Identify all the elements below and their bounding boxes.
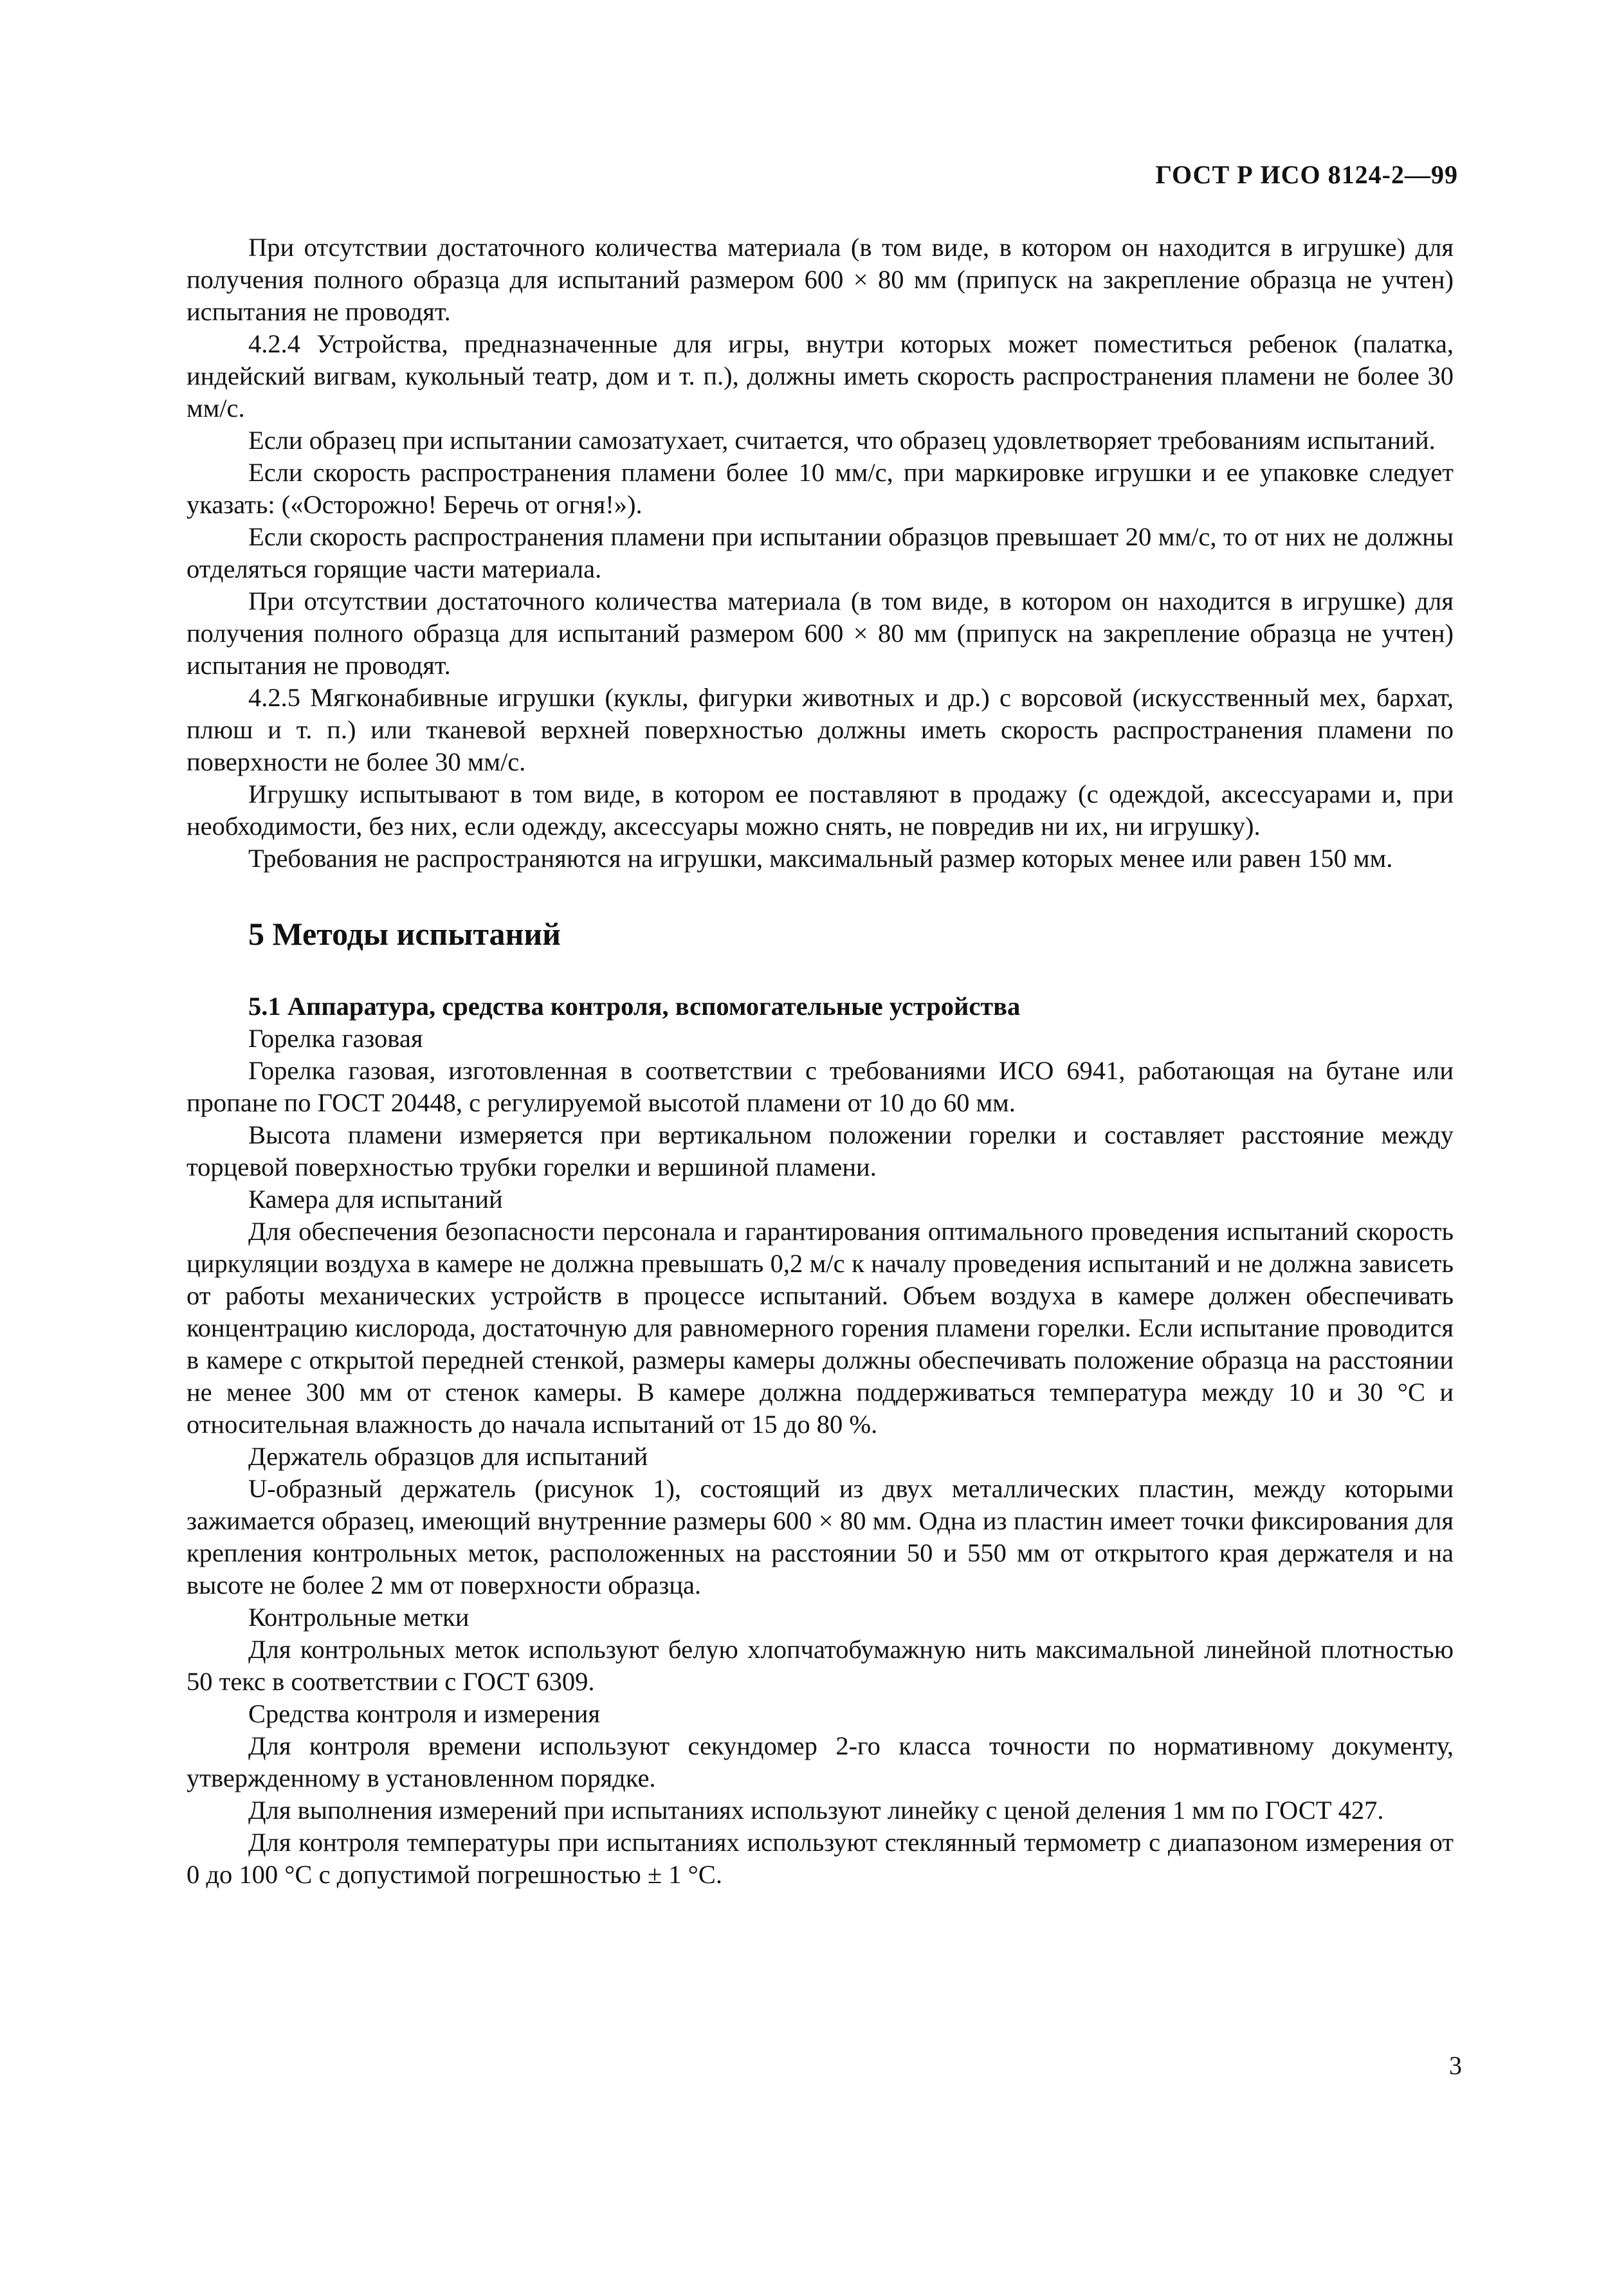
section-5-heading: 5 Методы испытаний xyxy=(248,916,561,952)
measure-subtitle: Средства контроля и измерения xyxy=(248,1699,601,1728)
chamber-subtitle: Камера для испытаний xyxy=(248,1185,503,1214)
page-content xyxy=(187,232,1454,1891)
paragraph: Для контрольных меток используют белую хлопчатобумажную нить максимальной линейной плотностью 50 текс в соответствии с ГОСТ 6309. xyxy=(187,1635,1454,1696)
clause-4-2-4: 4.2.4 Устройства, предназначенные для игры, внутри которых может поместиться ребенок (палатка, индейский вигвам, кукольный театр, дом и т. п.), должны иметь скорость распространения пламени не более 30 мм/с. xyxy=(187,329,1454,423)
subsection-5-1-heading: 5.1 Аппаратура, средства контроля, вспомогательные устройства xyxy=(248,992,1021,1021)
paragraph: Для контроля времени используют секундомер 2-го класса точности по нормативному документу, утвержденному в установленном порядке. xyxy=(187,1731,1454,1792)
paragraph: Требования не распространяются на игрушки, максимальный размер которых менее или равен 150 мм. xyxy=(248,844,1393,873)
paragraph: При отсутствии достаточного количества материала (в том виде, в котором он находится в игрушке) для получения полного образца для испытаний размером 600 × 80 мм (припуск на закрепление образца не учтен) испытания не проводят. xyxy=(187,233,1454,326)
marks-subtitle: Контрольные метки xyxy=(248,1603,470,1632)
page-number: 3 xyxy=(1449,2051,1462,2080)
paragraph: Если скорость распространения пламени более 10 мм/с, при маркировке игрушки и ее упаковке следует указать: («Осторожно! Беречь от огня!»). xyxy=(187,458,1454,519)
clause-4-2-5: 4.2.5 Мягконабивные игрушки (куклы, фигурки животных и др.) с ворсовой (искусственный мех, бархат, плюш и т. п.) или тканевой верхней поверхностью должны иметь скорость распространения пламени по поверхности не более 30 мм/с. xyxy=(187,683,1454,776)
burner-subtitle: Горелка газовая xyxy=(248,1024,423,1053)
paragraph: Для контроля температуры при испытаниях используют стеклянный термометр с диапазоном измерения от 0 до 100 °С с допустимой погрешностью ± 1 °С. xyxy=(187,1828,1454,1889)
paragraph: Для обеспечения безопасности персонала и гарантирования оптимального проведения испытаний скорость циркуляции воздуха в камере не должна превышать 0,2 м/с к началу проведения испытаний и не должна зависеть от работы механических устройств в процессе испытаний. Объем воздуха в камере должен обеспечивать концентрацию кислорода, достаточную для равномерного горения пламени горелки. Если испытание проводится в камере с открытой передней стенкой, размеры камеры должны обеспечивать положение образца на расстоянии не менее 300 мм от стенок камеры. В камере должна поддерживаться температура между 10 и 30 °С и относительная влажность до начала испытаний от 15 до 80 %. xyxy=(187,1217,1454,1439)
paragraph: Если образец при испытании самозатухает, считается, что образец удовлетворяет требованиям испытаний. xyxy=(248,426,1436,455)
paragraph: Высота пламени измеряется при вертикальном положении горелки и составляет расстояние между торцевой поверхностью трубки горелки и вершиной пламени. xyxy=(187,1120,1454,1181)
holder-subtitle: Держатель образцов для испытаний xyxy=(248,1442,648,1471)
paragraph: Игрушку испытывают в том виде, в котором ее поставляют в продажу (с одеждой, аксессуарами и, при необходимости, без них, если одежду, аксессуары можно снять, не повредив ни их, ни игрушку). xyxy=(187,779,1454,841)
paragraph: Для выполнения измерений при испытаниях используют линейку с ценой деления 1 мм по ГОСТ 427. xyxy=(248,1796,1384,1825)
paragraph: При отсутствии достаточного количества материала (в том виде, в котором он находится в игрушке) для получения полного образца для испытаний размером 600 × 80 мм (припуск на закрепление образца не учтен) испытания не проводят. xyxy=(187,587,1454,680)
paragraph: Если скорость распространения пламени при испытании образцов превышает 20 мм/с, то от них не должны отделяться горящие части материала. xyxy=(187,522,1454,583)
paragraph: Горелка газовая, изготовленная в соответствии с требованиями ИСО 6941, работающая на бутане или пропане по ГОСТ 20448, с регулируемой высотой пламени от 10 до 60 мм. xyxy=(187,1056,1454,1117)
paragraph: U-образный держатель (рисунок 1), состоящий из двух металлических пластин, между которыми зажимается образец, имеющий внутренние размеры 600 × 80 мм. Одна из пластин имеет точки фиксирования для крепления контрольных меток, расположенных на расстоянии 50 и 550 мм от открытого края держателя и на высоте не более 2 мм от поверхности образца. xyxy=(187,1474,1454,1599)
standard-header: ГОСТ Р ИСО 8124-2—99 xyxy=(1155,160,1458,189)
